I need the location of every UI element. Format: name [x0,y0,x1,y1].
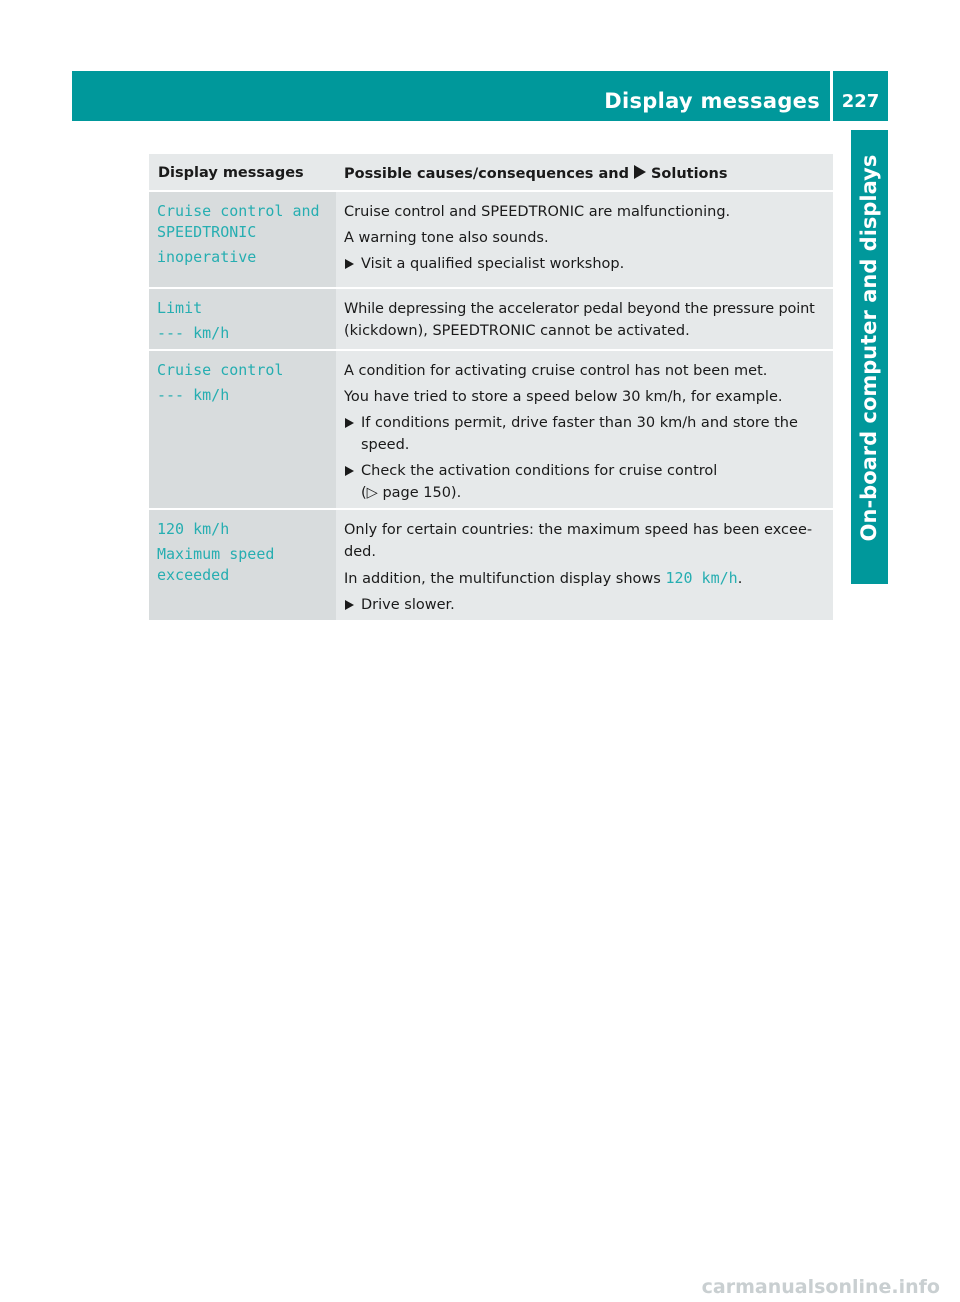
display-message-line: Cruise control and [157,202,320,220]
solution-bullet: Drive slower. [344,594,827,616]
display-message-line: exceeded [157,566,230,584]
display-messages-table [149,154,833,620]
solution-bullet-line: If conditions permit, drive faster than 30 km/h and store the [361,415,798,431]
cause-text: You have tried to store a speed below 30 km/h, for example. [344,389,783,405]
display-message-cell [149,289,336,349]
triangle-arrow-icon [634,165,646,179]
cause-text: A condition for activating cruise control has not been met. [344,363,768,379]
display-message-cell [149,510,336,620]
display-message-cell [149,351,336,508]
page-header-bar [72,71,888,121]
table-header [149,154,833,190]
cause-solution-cell [336,351,833,508]
display-message-line: Limit [157,299,203,317]
table-row [149,508,833,620]
cause-text-line: While depressing the accelerator pedal beyond the pressure point [344,301,815,317]
column-header-causes [336,154,833,190]
cause-text-line: ded. [344,544,376,560]
display-message-line: SPEEDTRONIC [157,223,257,241]
page-reference-link[interactable]: page 150). [382,485,462,501]
cause-text [344,519,827,563]
solution-bullet: Visit a qualified specialist workshop. [344,253,827,275]
column-header-solutions-label: Solutions [650,166,728,182]
cause-solution-cell [336,510,833,620]
display-message-line: inoperative [157,248,257,266]
cause-solution-cell [336,192,833,287]
header-title: Display messages [604,89,820,113]
display-message-cell [149,192,336,287]
inline-display-message: 120 km/h [665,569,738,587]
side-tab-marker [851,546,888,584]
solution-bullet: Check the activation conditions for cruise control (▷ page 150). [344,460,827,504]
display-message-line: --- km/h [157,324,230,342]
column-header-display-messages: Display messages [158,165,304,181]
cause-text: Cruise control and SPEEDTRONIC are malfunctioning. [344,204,731,220]
cause-text: A warning tone also sounds. [344,230,549,246]
cause-text-line: (kickdown), SPEEDTRONIC cannot be activated. [344,323,690,339]
solution-bullet-line: speed. [361,437,410,453]
column-header-causes-label: Possible causes/consequences and [344,166,629,182]
display-message-line: --- km/h [157,386,230,404]
table-row [149,287,833,349]
display-message-line: 120 km/h [157,520,230,538]
display-message-line: Cruise control [157,361,284,379]
page-reference-icon: ▷ [366,485,378,501]
display-message-line: Maximum speed [157,545,275,563]
table-row [149,190,833,287]
solution-bullet [344,412,827,456]
side-tab-label: On-board computer and displays [857,154,881,542]
cause-text: In addition, the multifunction display shows 120 km/h. [344,569,743,587]
cause-text-line: In addition, the multifunction display shows [344,571,661,587]
cause-text-line: Only for certain countries: the maximum speed has been excee- [344,522,813,538]
table-row [149,349,833,508]
cause-solution-cell [336,289,833,349]
solution-bullet-line: Check the activation conditions for cruise control [361,463,718,479]
footer-watermark: carmanualsonline.info [701,1276,940,1298]
page-number: 227 [841,91,880,112]
cause-text [344,298,831,342]
